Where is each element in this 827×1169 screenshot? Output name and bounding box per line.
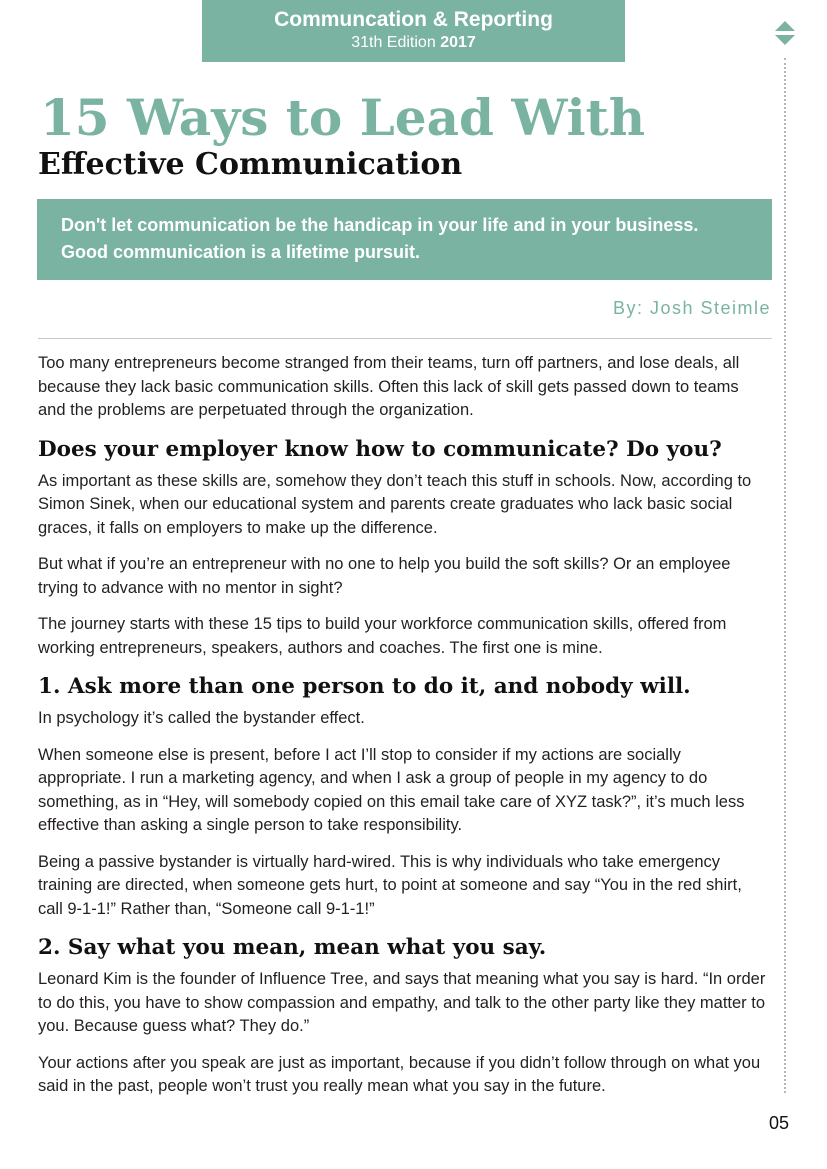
header-banner (202, 0, 625, 62)
tip-2-heading: 2. Say what you mean, mean what you say. (38, 935, 547, 960)
header-edition (202, 33, 625, 53)
article-subtitle: Effective Communication (38, 147, 463, 182)
tip-2-paragraph: Your actions after you speak are just as important, because if you didn’t follow through on what you said in the past, people won’t trust you really mean what you say in the future. (38, 1053, 761, 1095)
intro-paragraph: Too many entrepreneurs become stranged from their teams, turn off partners, and lose deals, all because they lack basic communication skills. Often this lack of skill gets passed down to teams and the problems are perpetuated through the organization. (38, 354, 740, 419)
tip-1-paragraph: Being a passive bystander is virtually hard-wired. This is why individuals who take emergency training are directed, when someone gets hurt, to point at someone and say “You in the red shirt, call 9-1-1!” Rather than, “Someone call 9-1-1!” (38, 852, 742, 918)
section-paragraph: As important as these skills are, somehow they don’t teach this stuff in schools. Now, according to Simon Sinek, when our educational system and parents create graduates who lack basic social graces, it falls on employers to make up the difference. (38, 471, 752, 537)
tip-1-heading: 1. Ask more than one person to do it, and nobody will. (38, 674, 691, 699)
edition-year: 2017 (440, 34, 476, 51)
author-byline: By: Josh Steimle (612, 298, 771, 318)
article-body (38, 352, 766, 1112)
section-paragraph: The journey starts with these 15 tips to build your workforce communication skills, offered from working entrepreneurs, speakers, authors and coaches. The first one is mine. (38, 615, 727, 657)
header-section-title: Communcation & Reporting (274, 8, 553, 31)
divider (38, 338, 772, 339)
tip-1-paragraph: In psychology it’s called the bystander effect. (38, 709, 365, 727)
section-paragraph: But what if you’re an entrepreneur with no one to help you build the soft skills? Or an employee trying to advance with no mentor in sight? (38, 555, 731, 597)
tip-1-paragraph: When someone else is present, before I act I’ll stop to consider if my actions are socially appropriate. I run a marketing agency, and when I ask a group of people in my agency to do something, as in “Hey, will somebody copied on this email take care of XYZ task?”, it’s much less effective than asking a single person to take responsibility. (38, 745, 745, 834)
margin-dotted-line (784, 58, 786, 1093)
callout-box: Don't let communication be the handicap in your life and in your business. Good communication is a lifetime pursuit. (37, 199, 772, 280)
article-title: 15 Ways to Lead With (40, 88, 646, 147)
page-nav-arrows-icon[interactable] (773, 20, 797, 48)
page-number: 05 (769, 1113, 790, 1133)
edition-label: 31th Edition (351, 34, 436, 51)
section-heading: Does your employer know how to communicate? Do you? (38, 436, 722, 462)
tip-2-paragraph: Leonard Kim is the founder of Influence Tree, and says that meaning what you say is hard. “In order to do this, you have to show compassion and empathy, and talk to the other party like they matter to you. Because guess what? They do.” (38, 970, 766, 1035)
